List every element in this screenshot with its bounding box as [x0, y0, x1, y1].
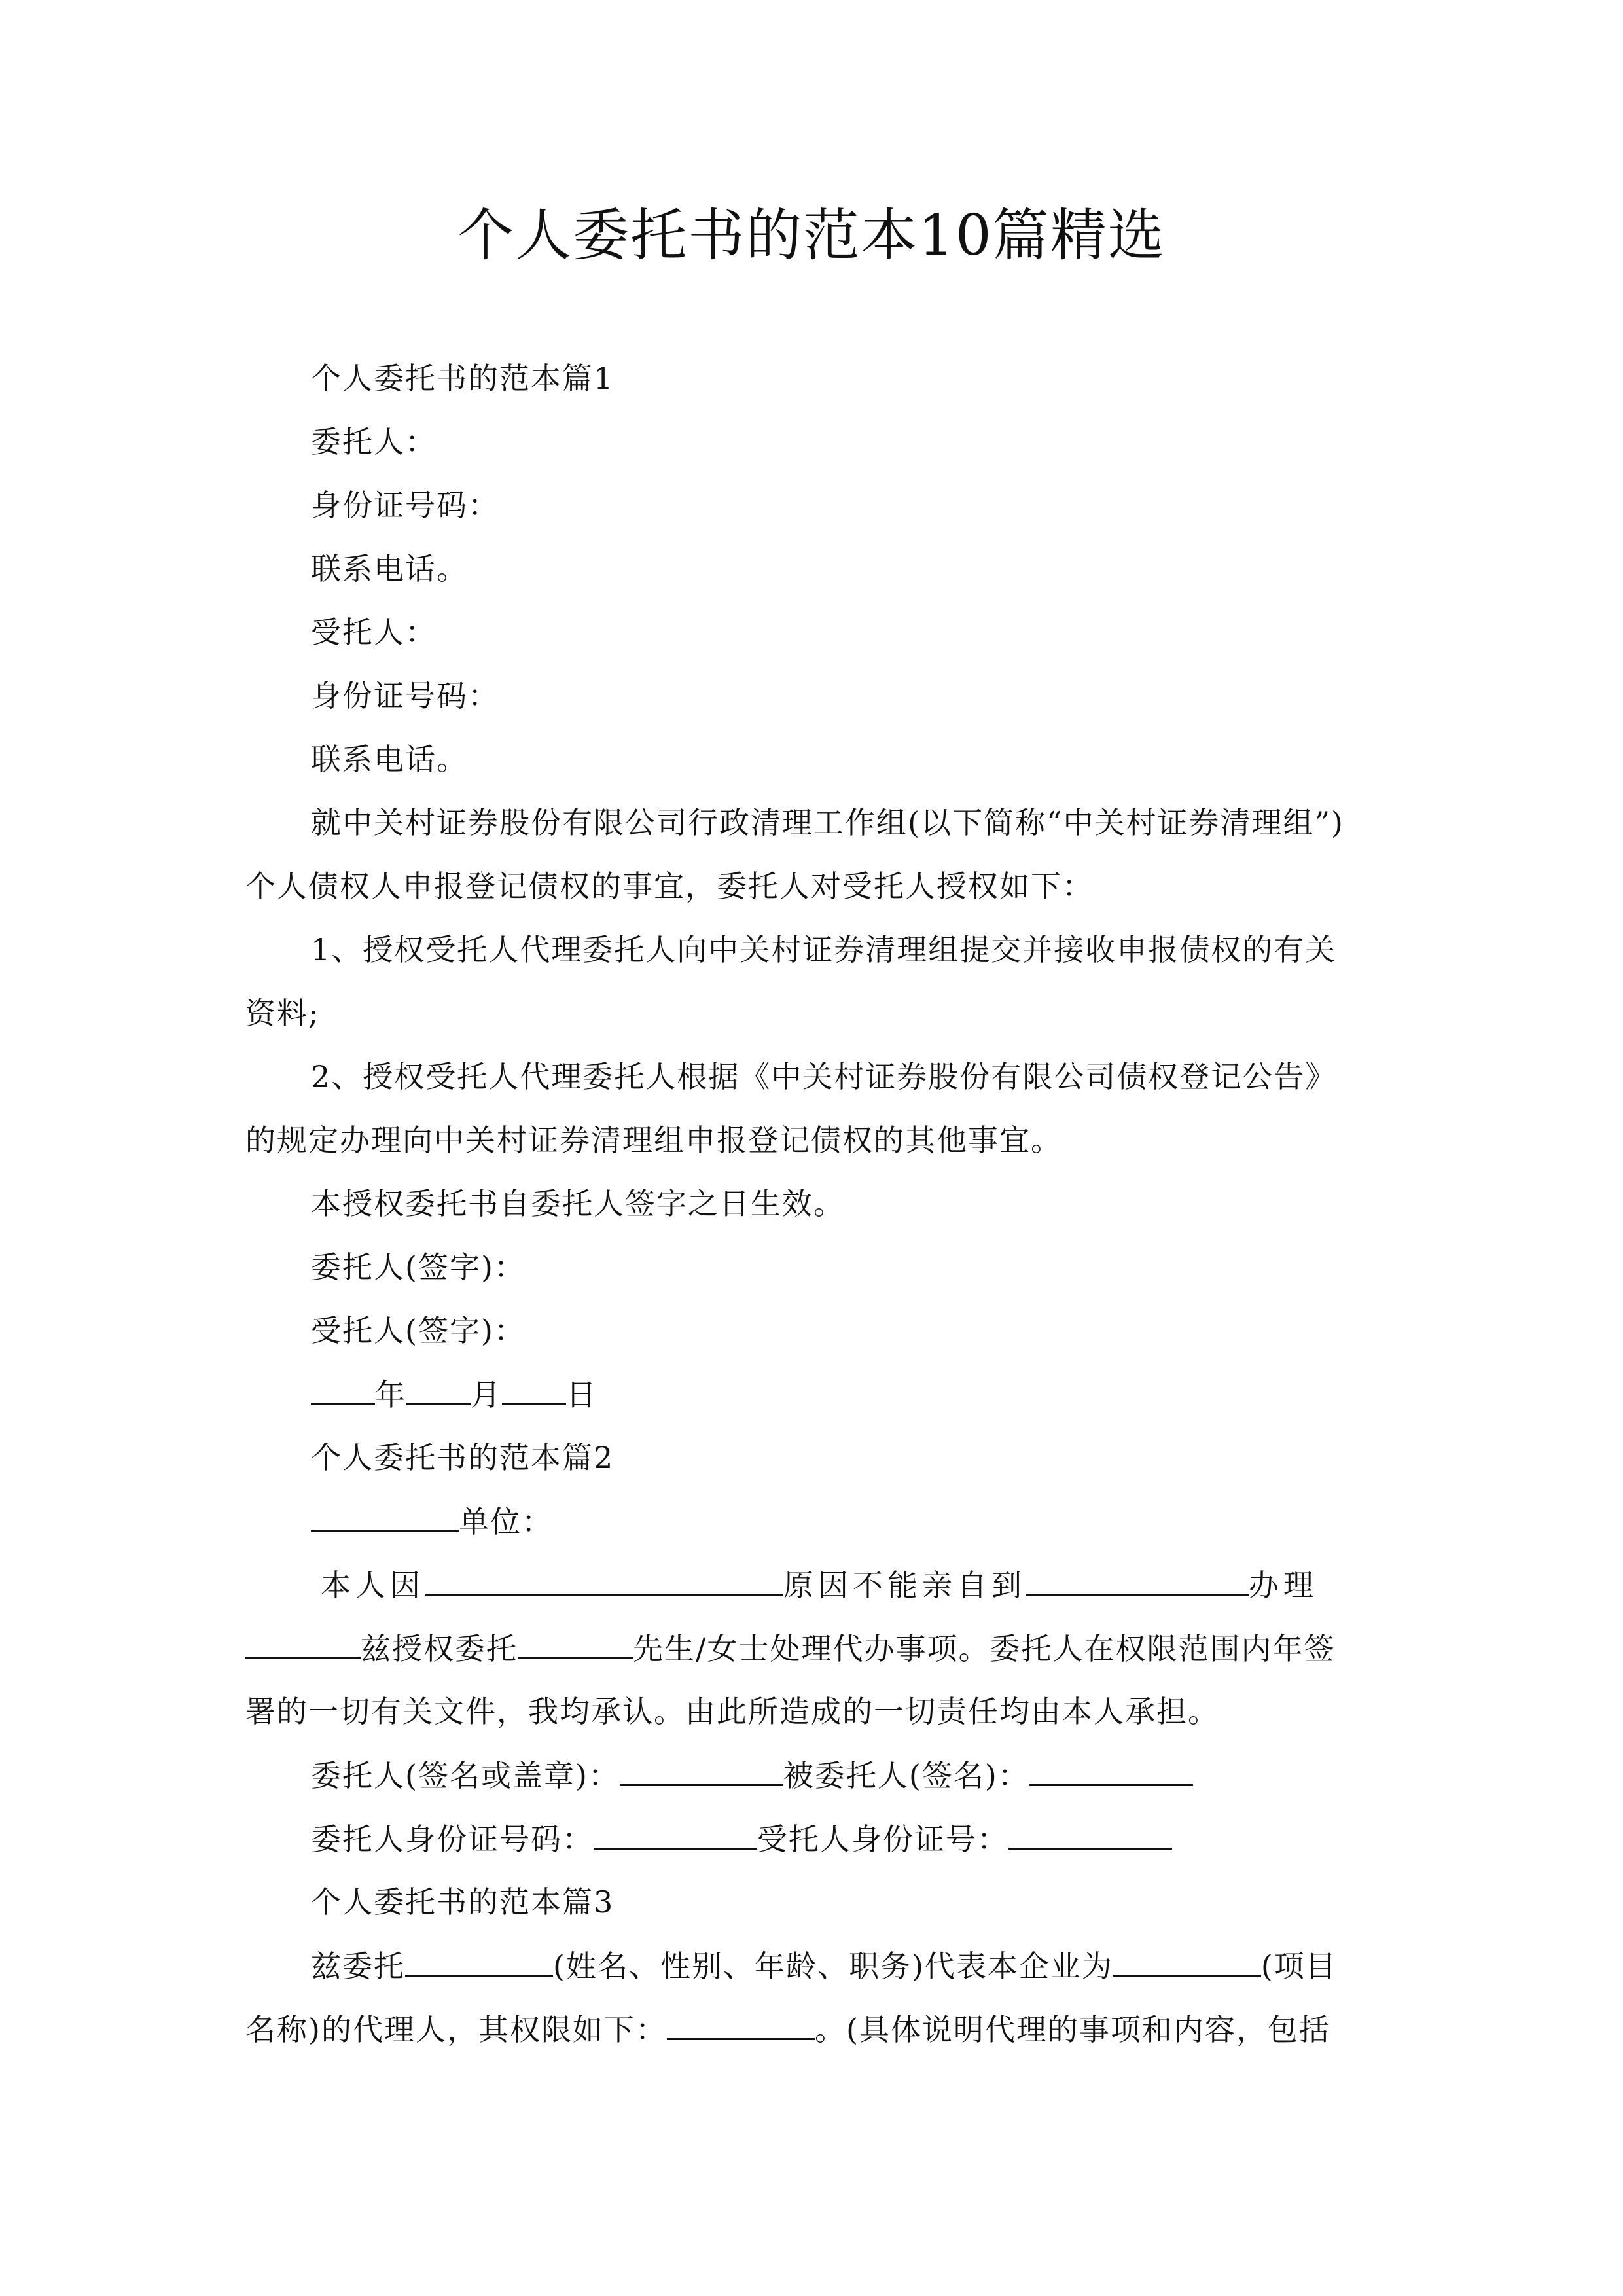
month-blank[interactable]: [406, 1373, 471, 1405]
reason-line: [321, 1564, 1378, 1606]
principal-id-label: 身份证号码：: [311, 488, 499, 523]
agent-sign-blank[interactable]: [1029, 1754, 1193, 1786]
section3-heading: 个人委托书的范本篇3: [311, 1884, 615, 1920]
principal-id-label-2: 委托人身份证号码：: [311, 1821, 594, 1857]
item2-line2: 的规定办理向中关村证券清理组申报登记债权的其他事宜。: [245, 1122, 1062, 1158]
place-blank[interactable]: [1026, 1564, 1249, 1596]
agent-phone-label: 联系电话。: [311, 742, 468, 777]
item2-line1: 2、授权受托人代理委托人根据《中关村证券股份有限公司债权登记公告》: [311, 1059, 1337, 1094]
id-line: [311, 1818, 1378, 1860]
name-blank[interactable]: [405, 1945, 553, 1977]
reason-middle: 原因不能亲自到: [783, 1568, 1026, 1603]
section2-heading: 个人委托书的范本篇2: [311, 1440, 615, 1475]
authority-prefix: 名称)的代理人，其权限如下：: [245, 2012, 667, 2047]
authorization-paragraph-line2: 个人债权人申报登记债权的事宜，委托人对受托人授权如下：: [245, 869, 1094, 904]
reason-blank[interactable]: [425, 1564, 783, 1596]
responsibility-line: 署的一切有关文件，我均承认。由此所造成的一切责任均由本人承担。: [245, 1694, 1219, 1729]
date-line: [311, 1373, 1378, 1416]
section1-heading: 个人委托书的范本篇1: [311, 361, 615, 396]
agent-id-blank[interactable]: [1008, 1818, 1172, 1850]
unit-label: 单位：: [459, 1504, 553, 1539]
authorize-suffix: 先生/女士处理代办事项。委托人在权限范围内年签: [633, 1631, 1336, 1666]
principal-signature-label: 委托人(签字)：: [311, 1249, 526, 1285]
reason-prefix: 本人因: [321, 1568, 425, 1603]
item1-line2: 资料;: [245, 996, 320, 1031]
authority-suffix: 。(具体说明代理的事项和内容，包括: [814, 2012, 1330, 2047]
agent-id-label-2: 受托人身份证号：: [757, 1821, 1008, 1857]
agent-name-blank[interactable]: [518, 1627, 633, 1659]
day-blank[interactable]: [502, 1373, 566, 1405]
unit-line: [311, 1500, 1378, 1543]
authority-blank[interactable]: [667, 2008, 815, 2040]
section3-line2: [245, 2008, 1378, 2051]
agent-signature-label: 受托人(签字)：: [311, 1313, 526, 1348]
section3-line1: [311, 1945, 1378, 1987]
agent-id-label: 身份证号码：: [311, 678, 499, 713]
day-label: 日: [566, 1377, 597, 1412]
entrust-prefix: 兹委托: [311, 1948, 405, 1984]
year-blank[interactable]: [311, 1373, 375, 1405]
principal-seal-label: 委托人(签名或盖章)：: [311, 1758, 620, 1793]
signature-line: [311, 1754, 1378, 1797]
authorization-paragraph-line1: 就中关村证券股份有限公司行政清理工作组(以下简称“中关村证券清理组”): [311, 805, 1344, 840]
matter-blank[interactable]: [245, 1627, 361, 1659]
entrust-middle: (姓名、性别、年龄、职务)代表本企业为: [553, 1948, 1113, 1984]
year-label: 年: [375, 1377, 406, 1412]
principal-label: 委托人：: [311, 424, 437, 459]
item1-line1: 1、授权受托人代理委托人向中关村证券清理组提交并接收申报债权的有关: [311, 932, 1337, 967]
unit-blank[interactable]: [311, 1500, 459, 1532]
authorize-line: [245, 1627, 1378, 1670]
project-blank[interactable]: [1113, 1945, 1261, 1977]
principal-id-blank[interactable]: [594, 1818, 757, 1850]
reason-suffix: 办理: [1249, 1568, 1318, 1603]
authorize-prefix: 兹授权委托: [361, 1631, 518, 1666]
entrust-suffix: (项目: [1260, 1948, 1337, 1984]
principal-seal-blank[interactable]: [620, 1754, 783, 1786]
principal-phone-label: 联系电话。: [311, 551, 468, 586]
agent-sign-label: 被委托人(签名)：: [783, 1758, 1029, 1793]
document-title: 个人委托书的范本10篇精选: [457, 203, 1166, 268]
effective-statement: 本授权委托书自委托人签字之日生效。: [311, 1186, 845, 1221]
month-label: 月: [471, 1377, 502, 1412]
agent-label: 受托人：: [311, 615, 437, 650]
